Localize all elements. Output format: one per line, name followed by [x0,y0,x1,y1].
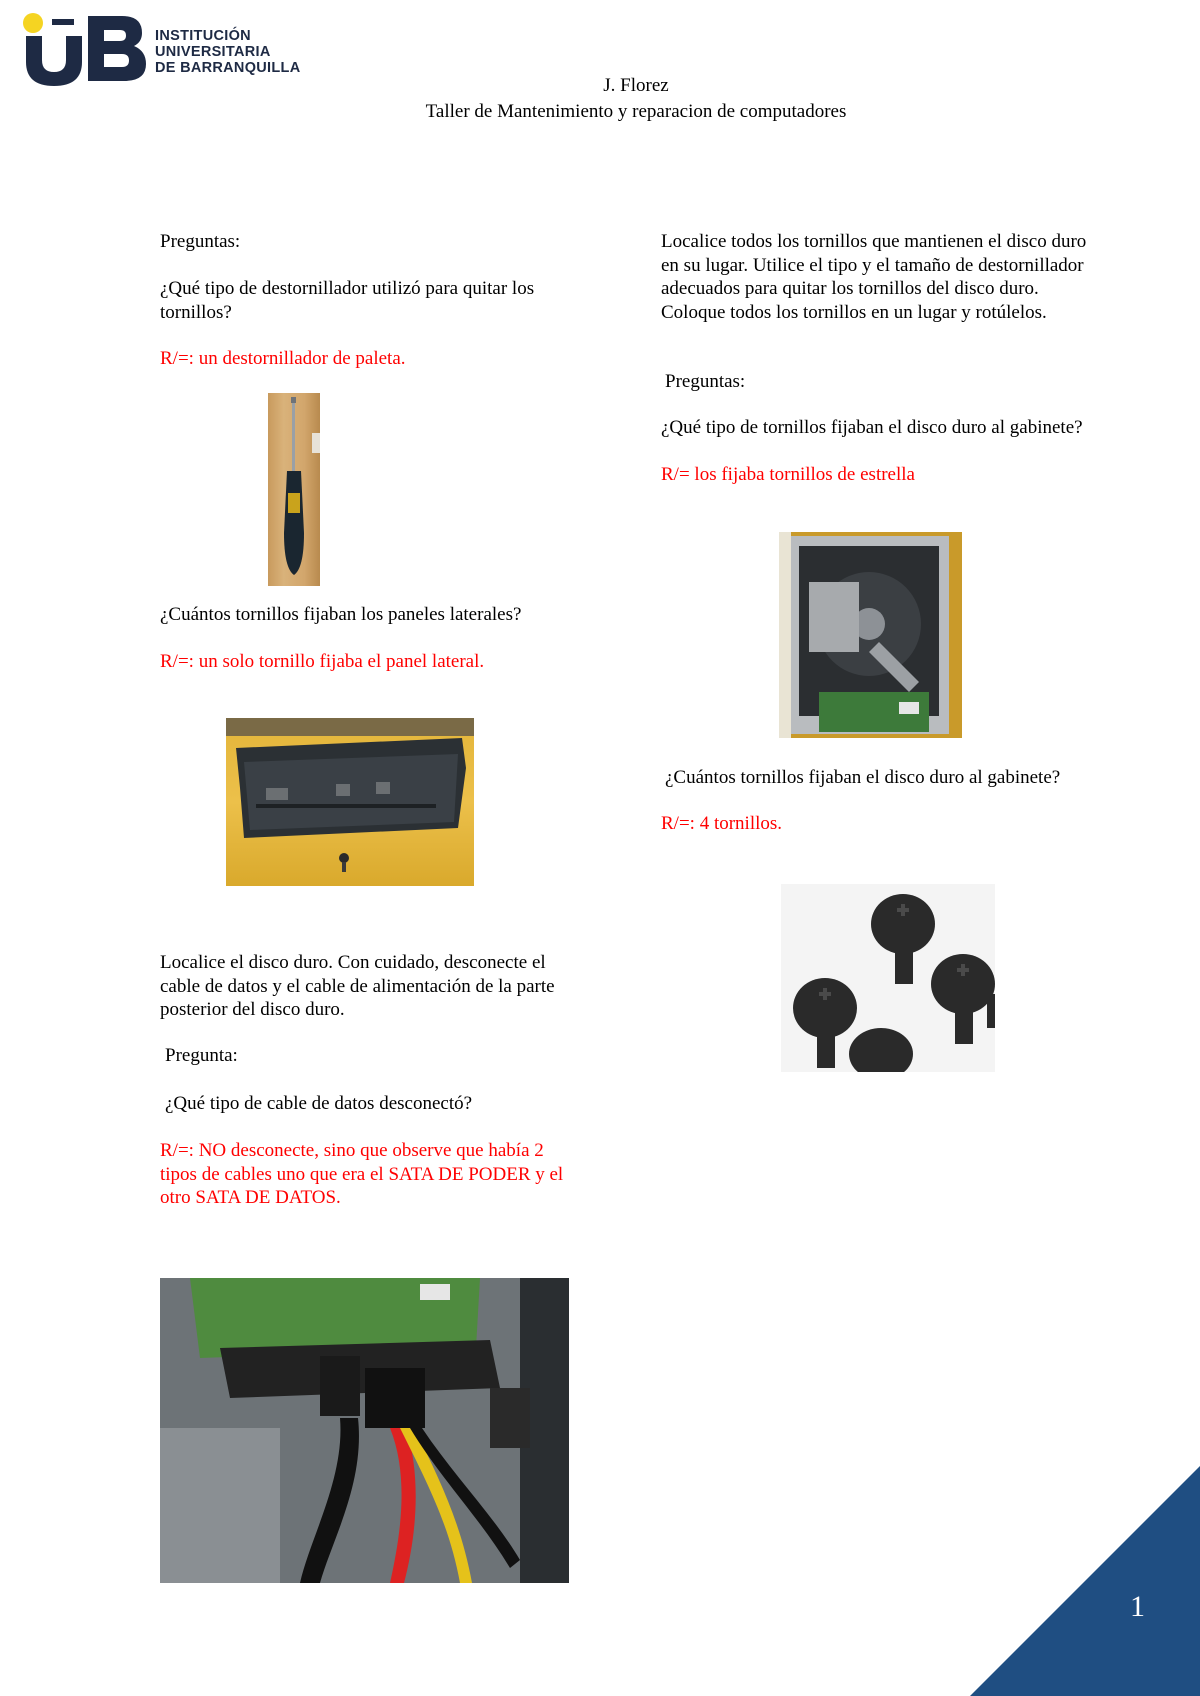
right-question-1: ¿Qué tipo de tornillos fijaban el disco duro al gabinete? [661,417,1083,438]
right-preguntas-heading: Preguntas: [665,371,746,392]
left-preguntas-heading: Preguntas: [160,231,241,252]
page-corner-decoration [960,1456,1200,1696]
harddisk-photo [779,532,962,738]
screwdriver-icon [268,393,320,586]
ub-logo-mark [18,8,148,88]
screws-photo [781,884,995,1072]
left-answer-2: R/=: un solo tornillo fijaba el panel lateral. [160,651,485,672]
sata-cables-photo [160,1278,569,1583]
author-name: J. Florez [603,75,669,96]
sata-cables-icon [160,1278,569,1583]
computer-case-icon [226,718,474,886]
right-answer-2: R/=: 4 tornillos. [661,813,783,834]
screwdriver-photo [268,393,320,586]
left-pregunta-heading: Pregunta: [165,1045,238,1066]
logo-line-2: UNIVERSITARIA [155,44,271,60]
case-photo [226,718,474,886]
university-logo [18,8,318,88]
page-number: 1 [1130,1590,1145,1623]
left-instruction: Localice el disco duro. Con cuidado, desconecte el cable de datos y el cable de alimentación de la parte posterior del disco duro. [160,952,555,1020]
left-answer-3: R/=: NO desconecte, sino que observe que había 2 tipos de cables uno que era el SATA DE PODER y el otro SATA DE DATOS. [160,1140,564,1208]
right-answer-1: R/= los fijaba tornillos de estrella [661,464,915,485]
logo-line-3: DE BARRANQUILLA [155,60,301,76]
left-question-3: ¿Qué tipo de cable de datos desconectó? [165,1093,473,1114]
left-answer-1: R/=: un destornillador de paleta. [160,348,406,369]
left-question-1: ¿Qué tipo de destornillador utilizó para quitar los tornillos? [160,278,535,323]
page-header [290,73,982,125]
screws-icon [781,884,995,1072]
document-title: Taller de Mantenimiento y reparacion de computadores [425,101,847,122]
right-question-2: ¿Cuántos tornillos fijaban el disco duro al gabinete? [665,767,1061,788]
hard-disk-icon [779,532,962,738]
logo-line-1: INSTITUCIÓN [155,28,251,44]
right-instruction: Localice todos los tornillos que mantienen el disco duro en su lugar. Utilice el tipo y el tamaño de destornillador adecuados para quitar los tornillos del disco duro. Coloque todos los tornillos en un lugar y rotúlelos. [661,231,1087,323]
left-question-2: ¿Cuántos tornillos fijaban los paneles laterales? [160,604,522,625]
